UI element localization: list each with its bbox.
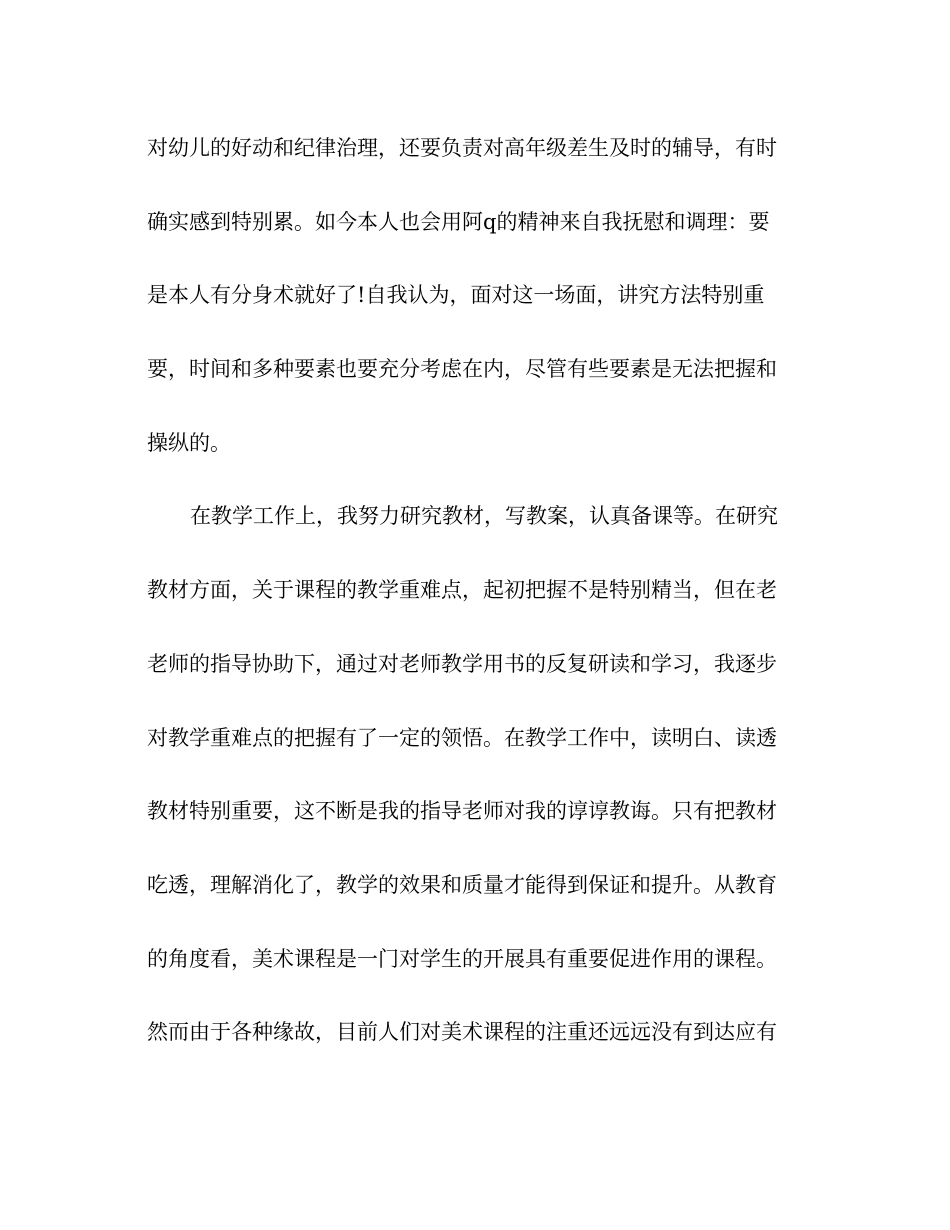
paragraph-first-line: 在教学工作上，我努力研究教材，写教案，认真备课等。在研究 xyxy=(190,504,778,529)
text-line: 确实感到特别累。如今本人也会用阿q的精神来自我抚慰和调理：要 xyxy=(147,209,770,234)
text-line: 操纵的。 xyxy=(147,430,231,455)
text-line: 教材特别重要，这不断是我的指导老师对我的谆谆教诲。只有把教材 xyxy=(147,799,777,824)
text-line: 教材方面，关于课程的教学重难点，起初把握不是特别精当，但在老 xyxy=(147,578,777,603)
body-text xyxy=(147,133,807,1091)
text-line: 的角度看，美术课程是一门对学生的开展具有重要促进作用的课程。 xyxy=(147,946,777,971)
text-line: 要，时间和多种要素也要充分考虑在内，尽管有些要素是无法把握和 xyxy=(147,357,777,382)
text-line: 对教学重难点的把握有了一定的领悟。在教学工作中，读明白、读透 xyxy=(147,725,777,750)
text-line: 是本人有分身术就好了!自我认为，面对这一场面，讲究方法特别重 xyxy=(147,283,765,308)
text-line: 老师的指导协助下，通过对老师教学用书的反复研读和学习，我逐步 xyxy=(147,651,777,676)
text-line: 吃透，理解消化了，教学的效果和质量才能得到保证和提升。从教育 xyxy=(147,872,777,897)
text-line: 然而由于各种缘故，目前人们对美术课程的注重还远远没有到达应有 xyxy=(147,1020,777,1045)
text-line: 对幼儿的好动和纪律治理，还要负责对高年级差生及时的辅导，有时 xyxy=(147,136,777,160)
